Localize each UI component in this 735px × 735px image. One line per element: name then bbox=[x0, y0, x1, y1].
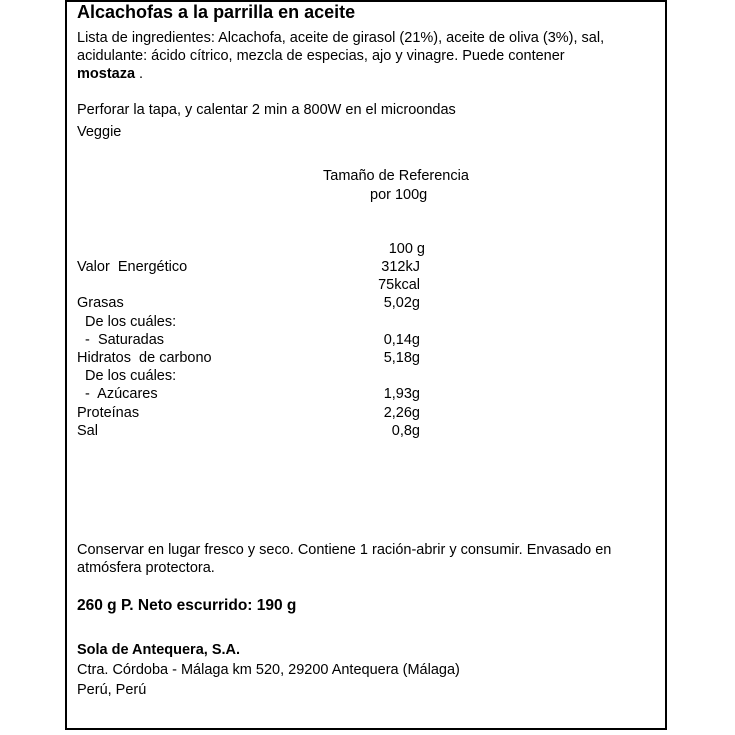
nutrition-row-value: 1,93g bbox=[383, 386, 420, 403]
allergen-text: mostaza bbox=[77, 66, 136, 82]
nutrition-row-value: 0,14g bbox=[383, 331, 420, 348]
nutrition-row-value: 0,8g bbox=[391, 422, 420, 439]
nutrition-row-value: 5,18g bbox=[383, 350, 420, 366]
instructions: Perforar la tapa, y calentar 2 min a 800W en el microondas bbox=[77, 102, 456, 118]
reference-size-line2: por 100g bbox=[370, 187, 428, 203]
diet-label: Veggie bbox=[77, 124, 122, 140]
nutrition-row-value: 75kcal bbox=[378, 277, 420, 294]
product-title: Alcachofas a la parrilla en aceite bbox=[77, 2, 356, 22]
nutrition-row-label: Grasas bbox=[77, 295, 124, 312]
nutrition-row-value: 2,26g bbox=[383, 404, 420, 421]
nutrition-row-label: De los cuáles: bbox=[77, 313, 177, 330]
nutrition-row-label: - Saturadas bbox=[77, 331, 165, 348]
storage-info: Conservar en lugar fresco y seco. Contiene 1 ración-abrir y consumir. Envasado en atmósfera protectora. bbox=[77, 542, 612, 576]
ingredients-list bbox=[77, 29, 657, 83]
nutrition-row-value: 5,02g bbox=[383, 295, 420, 312]
nutrition-row-label: Sal bbox=[77, 422, 98, 439]
reference-size-line1: Tamaño de Referencia bbox=[323, 168, 469, 184]
nutrition-row-label: - Azúcares bbox=[77, 386, 158, 403]
nutrition-row-label: Proteínas bbox=[77, 404, 140, 421]
company-name: Sola de Antequera, S.A. bbox=[77, 642, 241, 658]
nutrition-row-label: Hidratos de carbono bbox=[77, 350, 212, 366]
nutrition-row-label: Valor Energético bbox=[77, 259, 188, 275]
nutrition-row-label: De los cuáles: bbox=[77, 368, 177, 385]
net-weight: 260 g P. Neto escurrido: 190 g bbox=[77, 597, 297, 614]
nutrition-row-value: 312kJ bbox=[381, 259, 420, 275]
company-country: Perú, Perú bbox=[77, 682, 147, 698]
nutrition-column-header: 100 g bbox=[388, 241, 425, 257]
company-address: Ctra. Córdoba - Málaga km 520, 29200 Antequera (Málaga) bbox=[77, 662, 460, 678]
ingredients-text: Lista de ingredientes: Alcachofa, aceite de girasol (21%), aceite de oliva (3%), sal, acidulante: ácido cítrico, mezcla de especias, ajo y vinagre. Puede contener bbox=[77, 30, 605, 64]
ingredients-end: . bbox=[135, 66, 144, 82]
